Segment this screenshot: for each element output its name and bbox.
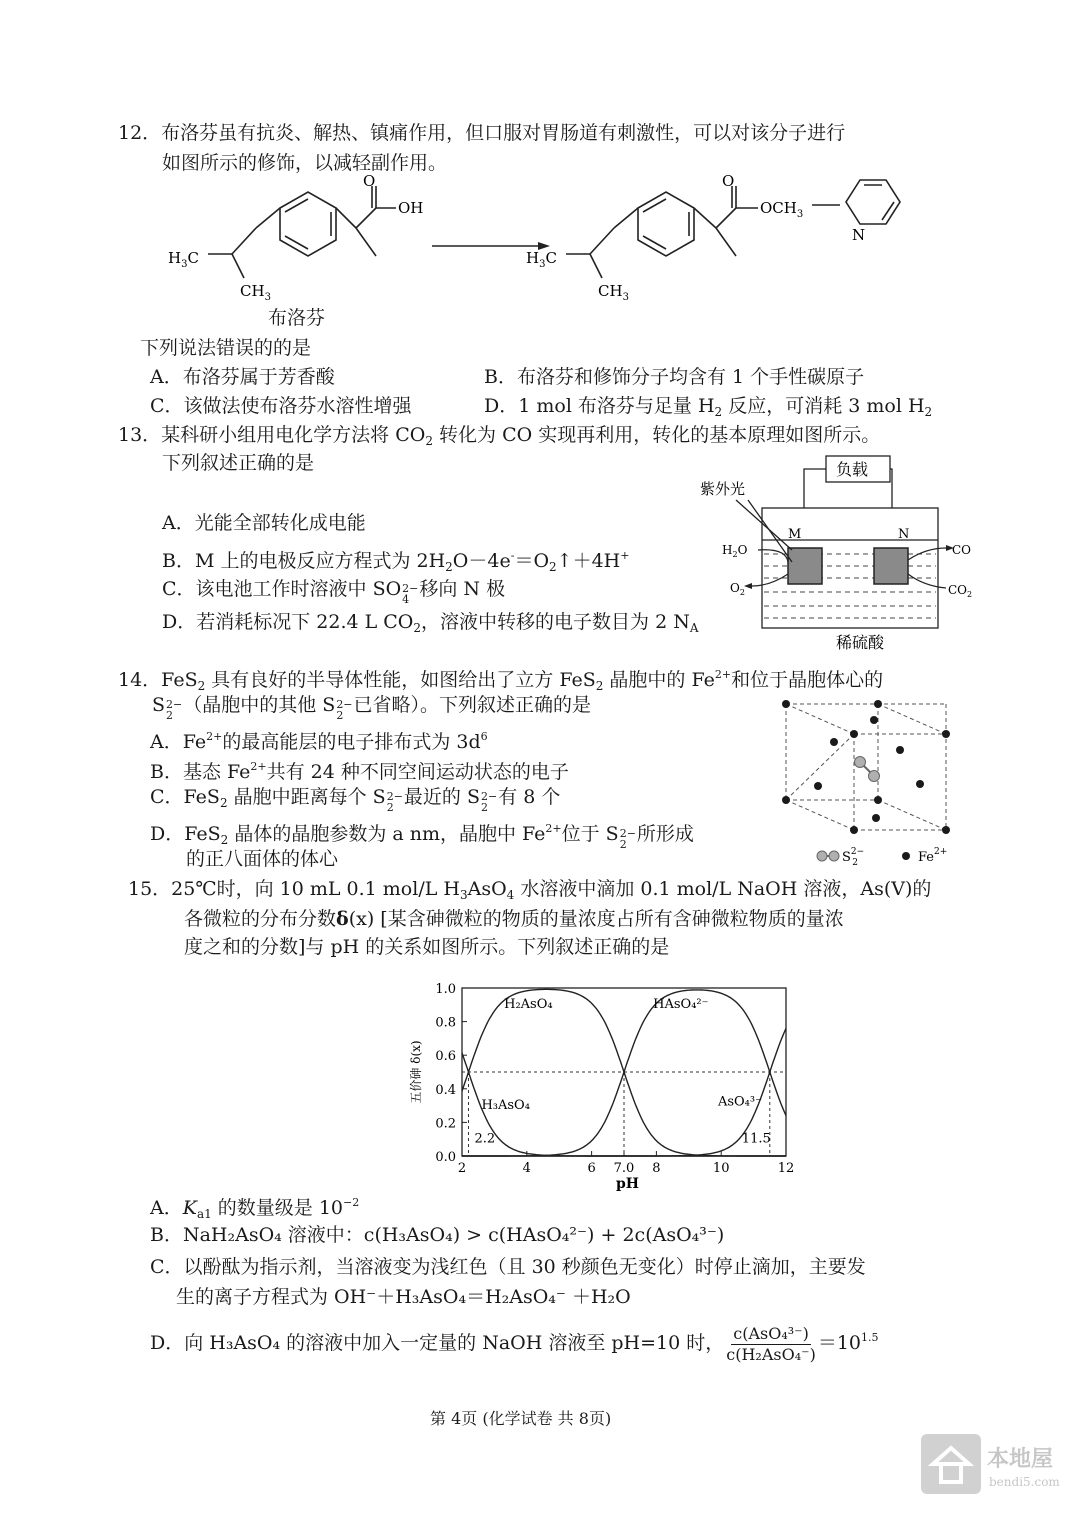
fe-ion — [814, 782, 822, 790]
q15-stem-line3: 度之和的分数]与 pH 的关系如图所示。下列叙述正确的是 — [184, 936, 670, 958]
fe-ion — [874, 700, 882, 708]
mod-o: O — [722, 172, 735, 190]
watermark-site: bendi5.com — [989, 1475, 1060, 1489]
q13-option-b: B．M 上的电极反应方程式为 $2H_2O-4e^-=O_2↑+4H^+$ — [162, 549, 630, 574]
fe-ion — [782, 796, 790, 804]
x-tick-label: 12 — [777, 1161, 795, 1176]
fe-ion — [872, 814, 880, 822]
q15-option-c-line1: C．以酚酞为指示剂，当溶液变为浅红色（且 30 秒颜色无变化）时停止滴加，主要发 — [150, 1256, 866, 1278]
series-label: H₃AsO₄ — [481, 1097, 530, 1113]
q12-stem-line1: 12．布洛芬虽有抗炎、解热、镇痛作用，但口服对胃肠道有刺激性，可以对该分子进行 — [118, 122, 846, 144]
dilute-acid-label: 稀硫酸 — [836, 633, 885, 652]
x-tick-label: 4 — [522, 1161, 531, 1176]
electrode-m-label: M — [788, 527, 802, 542]
q15-option-a: A．$K_{a1}$ 的数量级是 $10^{-2}$ — [150, 1196, 360, 1221]
legend-fe-label: $Fe^{2+}$ — [918, 847, 948, 865]
watermark-brand: 本地屋 — [987, 1446, 1054, 1472]
q14-option-d-line2: 的正八面体的体心 — [186, 848, 339, 870]
q15-option-b: B．NaH₂AsO₄ 溶液中：c(H₃AsO₄) > c(HAsO₄²⁻) + 2c(AsO₄³⁻) — [150, 1224, 725, 1246]
fe-ion — [850, 730, 858, 738]
q13-stem-line1: 13．某科研小组用电化学方法将 $CO_2$ 转化为 CO 实现再利用，转化的基本原理如图所示。 — [118, 424, 881, 448]
fe-ion — [830, 738, 838, 746]
q15-stem-line1: 15．25℃时，向 10 mL 0.1 mol/L $H_3AsO_4$ 水溶液中滴加 0.1 mol/L NaOH 溶液，As(Ⅴ)的 — [128, 878, 932, 902]
o2-label: $O_2$ — [730, 581, 745, 597]
q14-stem-line2: S2− 2 （晶胞中的其他 S2− 2 已省略）。下列叙述正确的是 — [152, 694, 592, 722]
series-label: HAsO₄²⁻ — [653, 997, 709, 1013]
fe-ion — [896, 746, 904, 754]
ibu-o: O — [363, 172, 376, 190]
series-label: H₂AsO₄ — [504, 997, 553, 1013]
q12-option-b: B．布洛芬和修饰分子均含有 1 个手性碳原子 — [484, 366, 865, 388]
q13-option-c: C．该电池工作时溶液中 SO2− 4 移向 N 极 — [162, 578, 506, 606]
x-tick-label: 7.0 — [613, 1161, 635, 1176]
distribution-chart — [400, 972, 810, 1196]
legend-s2-label: $S^{2-}$ 2 — [842, 847, 865, 868]
ibu-oh: OH — [398, 199, 424, 217]
fe-ion — [850, 826, 858, 834]
uv-label: 紫外光 — [700, 480, 746, 498]
site-watermark — [921, 1428, 1061, 1498]
benzene-ring-right — [638, 192, 694, 256]
q14-option-b: B．基态 $Fe^{2+}$共有 24 种不同空间运动状态的电子 — [150, 760, 569, 783]
mod-n: N — [852, 226, 866, 244]
q14-option-d: D．FeS$_2$ 晶体的晶胞参数为 a nm，晶胞中 $Fe^{2+}$位于 S2− 2 所形成 — [150, 822, 694, 851]
fe-ion — [916, 780, 924, 788]
electrode-n — [874, 548, 908, 584]
fe-ion — [782, 700, 790, 708]
q14-option-a: A．$Fe^{2+}$的最高能层的电子排布式为 $3d^6$ — [150, 730, 488, 753]
q14-stem-line1: 14．FeS$_2$ 具有良好的半导体性能，如图给出了立方 FeS$_2$ 晶胞中的 $Fe^{2+}$和位于晶胞体心的 — [118, 668, 884, 693]
fe-ion — [942, 730, 950, 738]
ibu-ch3: $CH_3$ — [240, 282, 271, 302]
pka1-label: 2.2 — [474, 1131, 496, 1147]
y-tick-label: 0.0 — [435, 1150, 456, 1165]
electrochemical-cell — [700, 450, 990, 655]
fe-ion — [874, 796, 882, 804]
q12-option-a: A．布洛芬属于芳香酸 — [150, 366, 335, 388]
x-tick-label: 6 — [587, 1161, 596, 1176]
electrode-n-label: N — [898, 527, 910, 542]
q15-stem-line2: 各微粒的分布分数δ(x) [某含砷微粒的物质的量浓度占所有含砷微粒物质的量浓 — [184, 908, 844, 930]
q12-option-d: D．1 mol 布洛芬与足量 $H_2$ 反应，可消耗 3 mol $H_2$ — [484, 395, 933, 419]
load-label: 负载 — [836, 460, 869, 479]
house-logo-icon — [921, 1428, 1061, 1498]
ibuprofen-scheme — [160, 172, 960, 302]
legend-s2-icon — [817, 851, 827, 861]
x-axis-label: pH — [616, 1176, 640, 1192]
co2-label: $CO_2$ — [948, 583, 973, 599]
fe-ion — [870, 716, 878, 724]
q13-stem-line2: 下列叙述正确的是 — [162, 452, 315, 474]
mod-och3: $OCH_3$ — [760, 199, 804, 220]
q12-prompt: 下列说法错误的的是 — [140, 337, 312, 359]
electrode-m — [788, 548, 822, 584]
legend-fe-icon — [902, 852, 910, 860]
fe-ion — [942, 826, 950, 834]
q13-option-d: D．若消耗标况下 22.4 L $CO_2$，溶液中转移的电子数目为 2 $N_A$ — [162, 611, 699, 635]
series-label: AsO₄³⁻ — [717, 1094, 762, 1110]
s2-ion-atom — [869, 771, 880, 782]
series-curve — [462, 990, 786, 1156]
ibu-h3c: $H_3C$ — [168, 249, 199, 270]
mod-ch3: $CH_3$ — [598, 282, 629, 302]
q15-option-c-line2: 生的离子方程式为 OH⁻＋H₃AsO₄＝H₂AsO₄⁻ ＋H₂O — [176, 1286, 631, 1308]
y-tick-label: 0.8 — [435, 1015, 456, 1031]
y-tick-label: 0.2 — [435, 1116, 456, 1132]
fes2-unit-cell — [770, 690, 970, 870]
co-label: CO — [952, 543, 972, 557]
mod-h3c: $H_3C$ — [526, 249, 557, 270]
pka3-label: 11.5 — [741, 1131, 771, 1147]
s2-ion-atom — [855, 757, 866, 768]
q13-option-a: A．光能全部转化成电能 — [162, 512, 366, 534]
x-tick-label: 2 — [457, 1161, 467, 1176]
q15-option-d: D．向 H₃AsO₄ 的溶液中加入一定量的 NaOH 溶液至 pH=10 时， $\frac{\text{c(AsO₄³⁻)}}{\text{c(H₂AsO₄⁻)}}$ $=10^{1.5}$ — [150, 1323, 879, 1364]
q14-option-c: C．FeS$_2$ 晶胞中距离每个 S2− 2 最近的 S2− 2 有 8 个 — [150, 786, 561, 814]
q12-stem-line2: 如图所示的修饰，以减轻副作用。 — [162, 152, 448, 174]
y-tick-label: 1.0 — [435, 982, 456, 997]
page-footer: 第 4页 (化学试卷 共 8页) — [430, 1409, 612, 1428]
y-axis-label: 五价砷 δ(x) — [409, 1040, 423, 1104]
q12-caption: 布洛芬 — [268, 307, 326, 329]
y-tick-label: 0.6 — [435, 1049, 456, 1065]
y-tick-label: 0.4 — [435, 1082, 456, 1098]
h2o-label: $H_2O$ — [722, 543, 748, 559]
x-tick-label: 10 — [712, 1161, 730, 1176]
x-tick-label: 8 — [652, 1161, 661, 1176]
benzene-ring-left — [280, 192, 336, 256]
ratio-fraction: $\frac{\text{c(AsO₄³⁻)}}{\text{c(H₂AsO₄⁻)}}$ — [726, 1323, 816, 1364]
q12-option-c: C．该做法使布洛芬水溶性增强 — [150, 395, 412, 417]
pyridine-ring — [846, 180, 900, 224]
